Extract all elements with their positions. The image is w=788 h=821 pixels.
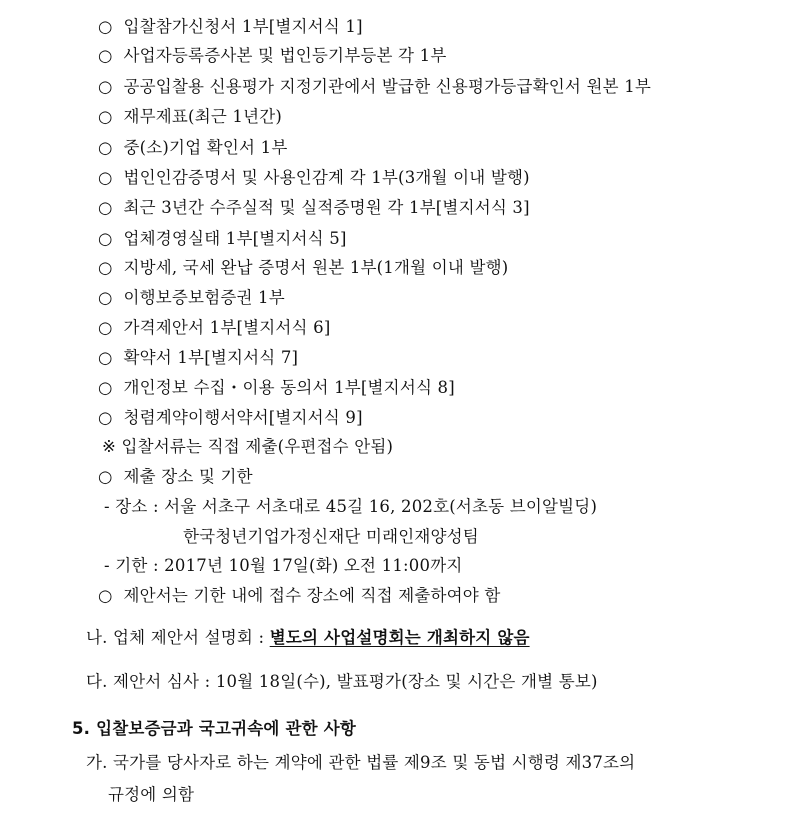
submission-final-note: ○ 제안서는 기한 내에 접수 장소에 직접 제출하여야 함 [98, 586, 501, 605]
section-na-emphasis: 별도의 사업설명회는 개최하지 않음 [269, 628, 530, 647]
circle-bullet-icon: ○ [98, 586, 113, 605]
list-item: ○ 이행보증보험증권 1부 [98, 288, 285, 307]
section-5-heading: 5. 입찰보증금과 국고귀속에 관한 사항 [72, 719, 357, 738]
circle-bullet-icon: ○ [98, 258, 113, 277]
circle-bullet-icon: ○ [98, 138, 113, 157]
circle-bullet-icon: ○ [98, 318, 113, 337]
list-item: ○ 사업자등록증사본 및 법인등기부등본 각 1부 [98, 46, 447, 65]
circle-bullet-icon: ○ [98, 77, 113, 96]
reference-mark-icon: ※ [102, 437, 117, 456]
circle-bullet-icon: ○ [98, 107, 113, 126]
circle-bullet-icon: ○ [98, 168, 113, 187]
deadline-label: 기한 : [115, 556, 165, 575]
circle-bullet-icon: ○ [98, 467, 113, 486]
circle-bullet-icon: ○ [98, 198, 113, 217]
circle-bullet-icon: ○ [98, 348, 113, 367]
submission-heading: ○ 제출 장소 및 기한 [98, 467, 253, 486]
note-line: ※ 입찰서류는 직접 제출(우편접수 안됨) [102, 437, 394, 456]
list-item: ○ 중(소)기업 확인서 1부 [98, 138, 288, 157]
circle-bullet-icon: ○ [98, 288, 113, 307]
list-item: ○ 가격제안서 1부[별지서식 6] [98, 318, 331, 337]
list-item: ○ 청렴계약이행서약서[별지서식 9] [98, 408, 363, 427]
list-item: ○ 업체경영실태 1부[별지서식 5] [98, 229, 347, 248]
submission-deadline [104, 556, 462, 576]
list-item: ○ 개인정보 수집・이용 동의서 1부[별지서식 8] [98, 378, 455, 397]
circle-bullet-icon: ○ [98, 378, 113, 397]
submission-place-line2: 한국청년기업가정신재단 미래인재양성팀 [183, 527, 479, 546]
section-5-ga-line2: 규정에 의함 [108, 785, 195, 804]
circle-bullet-icon: ○ [98, 17, 113, 36]
list-item: ○ 공공입찰용 신용평가 지정기관에서 발급한 신용평가등급확인서 원본 1부 [98, 77, 652, 96]
list-item: ○ 확약서 1부[별지서식 7] [98, 348, 299, 367]
section-na [86, 628, 530, 648]
list-item: ○ 재무제표(최근 1년간) [98, 107, 283, 126]
circle-bullet-icon: ○ [98, 229, 113, 248]
list-item: ○ 법인인감증명서 및 사용인감계 각 1부(3개월 이내 발행) [98, 168, 530, 187]
deadline-value: 2017년 10월 17일(화) 오전 11:00까지 [164, 556, 463, 575]
dash-mark: - [104, 556, 110, 575]
circle-bullet-icon: ○ [98, 46, 113, 65]
section-5-ga-line1: 가. 국가를 당사자로 하는 계약에 관한 법률 제9조 및 동법 시행령 제37조의 [86, 753, 636, 772]
list-item: ○ 입찰참가신청서 1부[별지서식 1] [98, 17, 363, 36]
place-value: 서울 서초구 서초대로 45길 16, 202호(서초동 브이알빌딩) [164, 497, 598, 516]
list-item: ○ 지방세, 국세 완납 증명서 원본 1부(1개월 이내 발행) [98, 258, 509, 277]
dash-mark: - [104, 497, 110, 516]
circle-bullet-icon: ○ [98, 408, 113, 427]
submission-place [104, 497, 597, 517]
place-label: 장소 : [115, 497, 165, 516]
section-da: 다. 제안서 심사 : 10월 18일(수), 발표평가(장소 및 시간은 개별 통보) [86, 672, 598, 691]
list-item: ○ 최근 3년간 수주실적 및 실적증명원 각 1부[별지서식 3] [98, 198, 530, 217]
section-na-label: 나. 업체 제안서 설명회 : [86, 628, 270, 647]
